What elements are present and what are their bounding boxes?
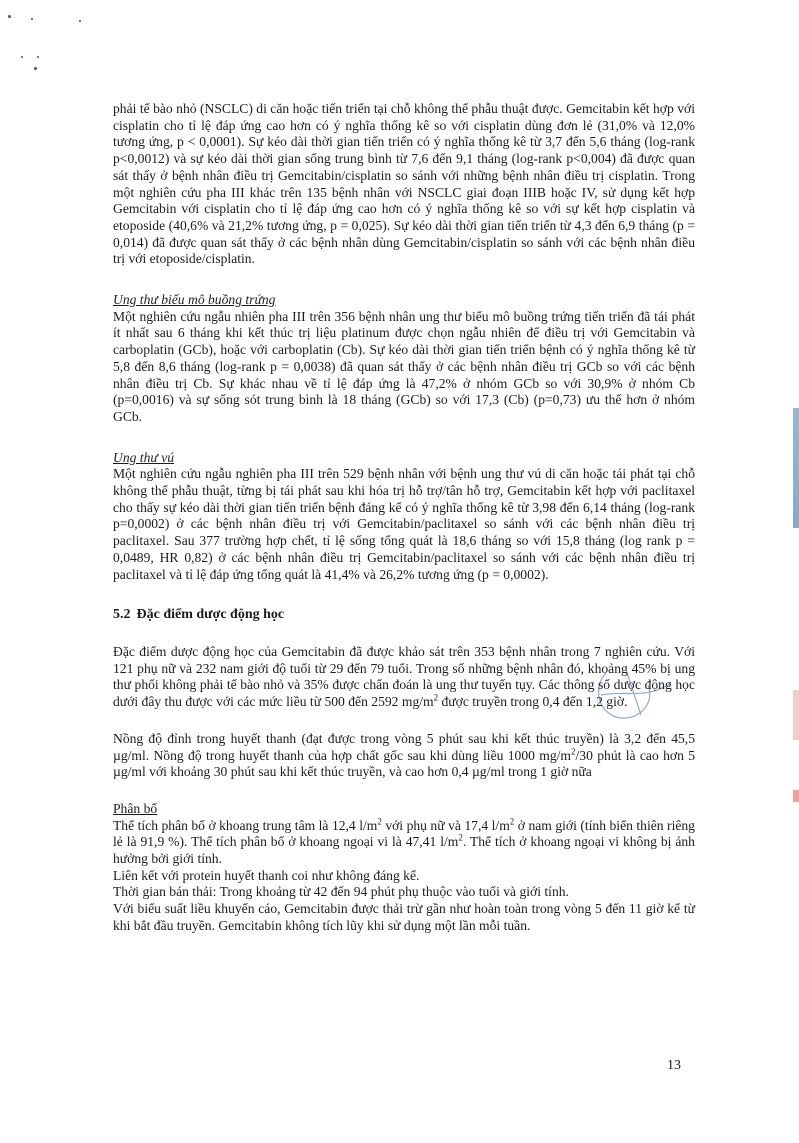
- paragraph-distribution: [113, 818, 695, 868]
- superscript: 2: [571, 745, 576, 756]
- scan-speck: [8, 15, 11, 18]
- pk-intro-end: được truyền trong 0,4 đến 1,2 giờ.: [438, 694, 628, 710]
- subheading-breast-cancer: [113, 450, 695, 467]
- subheading-breast-text: Ung thư vú: [113, 449, 175, 465]
- dist-text-a: Thể tích phân bố ở khoang trung tâm là 12,4 l/m: [113, 817, 378, 833]
- scan-edge-mark: [793, 690, 799, 740]
- scan-speck: [21, 56, 23, 58]
- page-body: [113, 101, 695, 935]
- paragraph-nsclc-continued: phải tế bào nhỏ (NSCLC) di căn hoặc tiến triển tại chỗ không thể phẫu thuật được. Gemcitabin kết hợp với cisplatin cho tỉ lệ đáp ứng cao hơn có ý nghĩa thống kê so với cisplatin dùng đơn lẻ (31,0% và 12,0% tương ứng, p < 0,0001). Sự kéo dài thời gian tiến triển có ý nghĩa thống kê từ 3,7 đến 5,6 tháng (log-rank p<0,0012) và sự kéo dài thời gian sống trung bình từ 7,6 đến 9,1 tháng (log-rank p<0,004) đã được quan sát thấy ở bệnh nhân điều trị Gemcitabin/cisplatin so sánh với những bệnh nhân điều trị cisplatin. Trong một nghiên cứu pha III khác trên 135 bệnh nhân với NSCLC giai đoạn IIIB hoặc IV, sử dụng kết hợp Gemcitabin với cisplatin cho tỉ lệ đáp ứng cao hơn có ý nghĩa thống kê so với sự kết hợp cisplatin và etoposide (40,6% và 21,2% tương ứng, p = 0,025). Sự kéo dài thời gian tiến triển từ 4,3 đến 6,9 tháng (p = 0,014) đã được quan sát thấy ở các bệnh nhân dùng Gemcitabin/cisplatin so sánh với các bệnh nhân điều trị với etoposide/cisplatin.: [113, 101, 695, 267]
- scan-speck: [37, 56, 39, 58]
- superscript: 2: [377, 816, 382, 827]
- scan-edge-mark: [793, 408, 799, 528]
- scan-speck: [79, 20, 81, 22]
- peak-text-b: /30 phút là cao hơn 5 µg/ml với khoảng 30 phút sau khi kết thúc truyền, và cao hơn 0,4 µg/ml trong 1 giờ nữa: [113, 747, 695, 780]
- subheading-ovarian-text: Ung thư biểu mô buồng trứng: [113, 292, 276, 308]
- paragraph-half-life: Thời gian bán thải: Trong khoảng từ 42 đến 94 phút phụ thuộc vào tuổi và giới tính.: [113, 884, 569, 900]
- paragraph-elimination: Với biểu suất liều khuyến cáo, Gemcitabin được thải trừ gần như hoàn toàn trong vòng 5 đến 11 giờ kể từ khi bắt đầu truyền. Gemcitabin không tích lũy khi sử dụng một lần mỗi tuần.: [113, 901, 695, 933]
- paragraph-breast-cancer: Một nghiên cứu ngẫu nghiên pha III trên 529 bệnh nhân với bệnh ung thư vú di căn hoặc tái phát tại chỗ không thể phẫu thuật, từng bị tái phát sau khi hóa trị hỗ trợ/tân hỗ trợ, Gemcitabin kết hợp với paclitaxel cho thấy sự kéo dài thời gian tiến triển bệnh đáng kể có ý nghĩa thống kê từ 3,98 đến 6,14 tháng (log-rank p=0,0002) ở các bệnh nhân điều trị với Gemcitabin/paclitaxel so sánh với các bệnh nhân điều trị paclitaxel. Sau 377 trường hợp chết, tỉ lệ sống tổng quát là 18,6 tháng so với 15,8 tháng (log rank p = 0,0489, HR 0,82) ở các bệnh nhân điều trị Gemcitabin/paclitaxel so sánh với các bệnh nhân điều trị paclitaxel và tỉ lệ đáp ứng tổng quát là 41,4% và 26,2% tương ứng (p = 0,0002).: [113, 466, 695, 582]
- dist-text-b: với phụ nữ và 17,4 l/m: [381, 817, 510, 833]
- section-title: Đặc điểm dược động học: [136, 607, 285, 623]
- section-heading-pharmacokinetics: [113, 607, 695, 624]
- subheading-distribution: [113, 801, 695, 818]
- distribution-heading-text: Phân bố: [113, 800, 158, 816]
- superscript: 2: [458, 832, 463, 843]
- scan-speck: [34, 67, 37, 70]
- dist-text-c: ở nam giới (tính biến thiên riêng lẻ là 91,9 %). Thể tích phân bố ở khoang ngoại vi là 47,41 l/m: [113, 817, 695, 850]
- pk-intro-text: Đặc điểm dược động học của Gemcitabin đã được khảo sát trên 353 bệnh nhân trong 7 nghiên cứu. Với 121 phụ nữ và 232 nam giới độ tuổi từ 29 đến 79 tuổi. Trong số những bệnh nhân đó, khoảng 45% bị ung thư phổi không phải tế bào nhỏ và 35% được chẩn đoán là ung thư tuyến tụy. Các thông số dược động học dưới đây thu được với các mức liều từ 500 đến 2592 mg/m: [113, 643, 695, 710]
- superscript: 2: [509, 816, 515, 827]
- paragraph-protein-binding: Liên kết với protein huyết thanh coi như không đáng kể.: [113, 867, 420, 883]
- subheading-ovarian-cancer: [113, 292, 695, 309]
- section-number: 5.2: [113, 607, 131, 623]
- scan-speck: [31, 18, 33, 20]
- paragraph-pk-intro: [113, 644, 695, 711]
- paragraph-ovarian-cancer: Một nghiên cứu ngẫu nhiên pha III trên 356 bệnh nhân ung thư biểu mô buồng trứng tiến triển đã tái phát ít nhất sau 6 tháng khi kết thúc trị liệu platinum được chọn ngẫu nhiên để điều trị với Gemcitabin và carboplatin (GCb), hoặc với carboplatin (Cb). Sự kéo dài thời gian tiến triển bệnh có ý nghĩa thống kê từ 5,8 đến 8,6 tháng (log-rank p = 0,0038) đã quan sát thấy ở các bệnh nhân điều trị GCb so với các bệnh nhân điều trị Cb. Sự khác nhau về tỉ lệ đáp ứng là 47,2% ở nhóm GCb so với 30,9% ở nhóm Cb (p=0,0016) và sự sống sót trung bình là 18 tháng (GCb) so với 17,3 (Cb) (p=0,73) ưu thế hơn ở nhóm GCb.: [113, 308, 695, 424]
- paragraph-peak-concentration: [113, 731, 695, 781]
- dist-text-d: . Thể tích ở khoang ngoại vi không bị ảnh hưởng bởi giới tính.: [113, 834, 695, 867]
- scan-edge-mark: [793, 790, 799, 802]
- peak-text-a: Nồng độ đỉnh trong huyết thanh (đạt được trong vòng 5 phút sau khi kết thúc truyền) là 3,2 đến 45,5 µg/ml. Nồng độ trong huyết thanh của hợp chất gốc sau khi dùng liều 1000 mg/m: [113, 730, 695, 763]
- superscript: 2: [433, 692, 439, 703]
- page-number: 13: [667, 1058, 681, 1073]
